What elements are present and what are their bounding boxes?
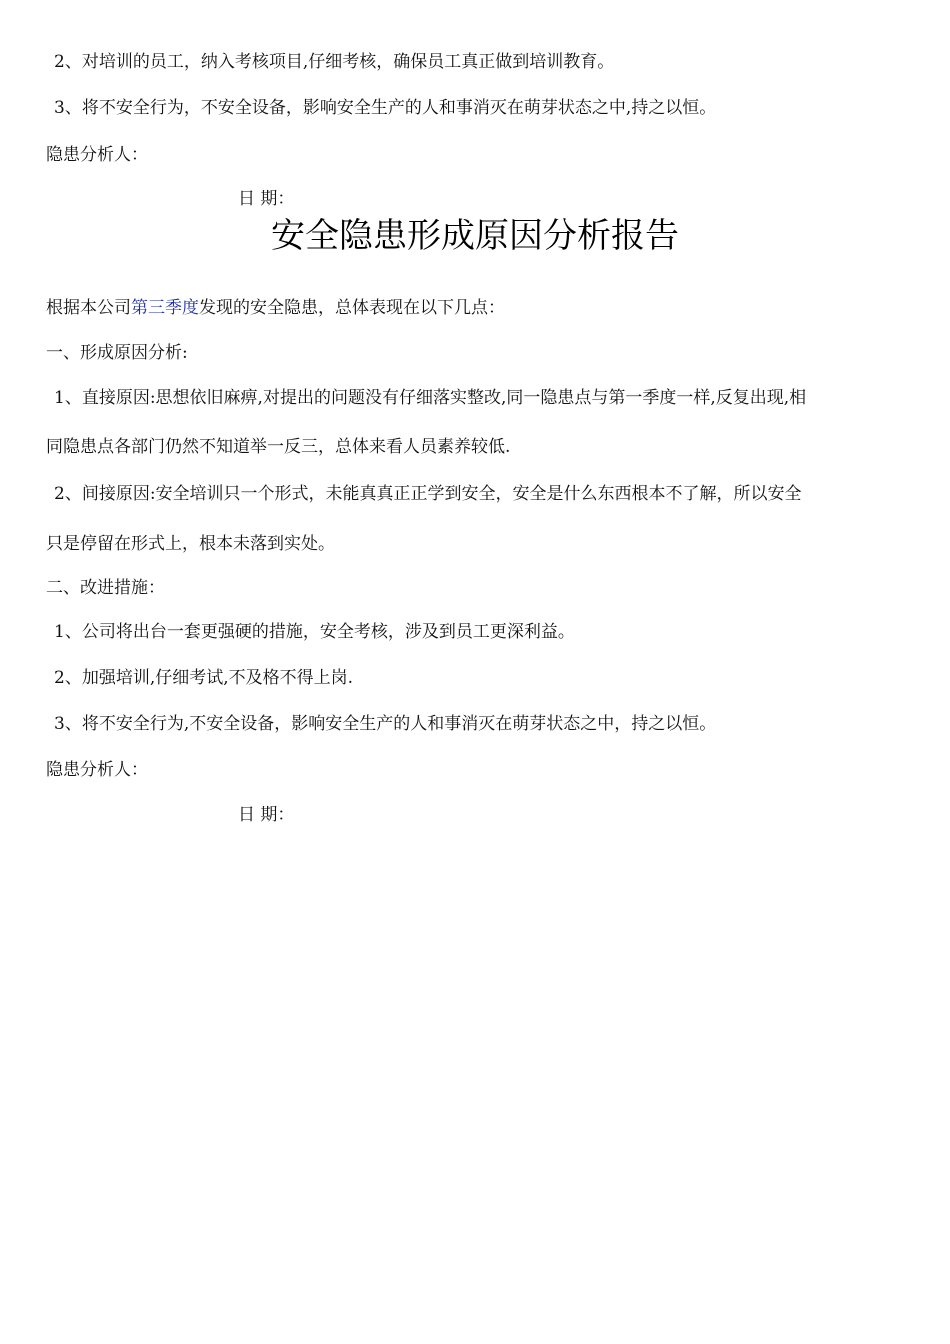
measure-1: 1、公司将出台一套更强硬的措施，安全考核，涉及到员工更深利益。 <box>54 622 575 642</box>
intro-paragraph <box>46 296 505 320</box>
cause-1-line-1: 1、直接原因:思想依旧麻痹,对提出的问题没有仔细落实整改,同一隐患点与第一季度一样,反复出现,相 <box>54 388 807 408</box>
date-label: 日 期： <box>238 805 295 825</box>
prev-analyst-label: 隐患分析人： <box>46 145 148 165</box>
prev-date-label: 日 期： <box>238 189 295 209</box>
prev-item-2: 2、对培训的员工，纳入考核项目,仔细考核，确保员工真正做到培训教育。 <box>54 52 615 72</box>
cause-1-line-2: 同隐患点各部门仍然不知道举一反三，总体来看人员素养较低. <box>46 437 511 457</box>
analyst-label: 隐患分析人： <box>46 760 148 780</box>
cause-2-line-2: 只是停留在形式上，根本未落到实处。 <box>46 534 335 554</box>
measure-2: 2、加强培训,仔细考试,不及格不得上岗. <box>54 668 354 688</box>
section-1-heading: 一、形成原因分析: <box>46 343 188 363</box>
cause-2-line-1: 2、间接原因:安全培训只一个形式，未能真真正正学到安全，安全是什么东西根本不了解，所以安全 <box>54 484 802 504</box>
prev-item-3: 3、将不安全行为，不安全设备，影响安全生产的人和事消灭在萌芽状态之中,持之以恒。 <box>54 98 717 118</box>
section-2-heading: 二、改进措施： <box>46 578 165 598</box>
intro-text-b: 发现的安全隐患，总体表现在以下几点： <box>199 298 505 318</box>
intro-highlight: 第三季度 <box>131 298 199 318</box>
report-title: 安全隐患形成原因分析报告 <box>271 216 679 256</box>
intro-text-a: 根据本公司 <box>46 298 131 318</box>
measure-3: 3、将不安全行为,不安全设备，影响安全生产的人和事消灭在萌芽状态之中，持之以恒。 <box>54 714 717 734</box>
